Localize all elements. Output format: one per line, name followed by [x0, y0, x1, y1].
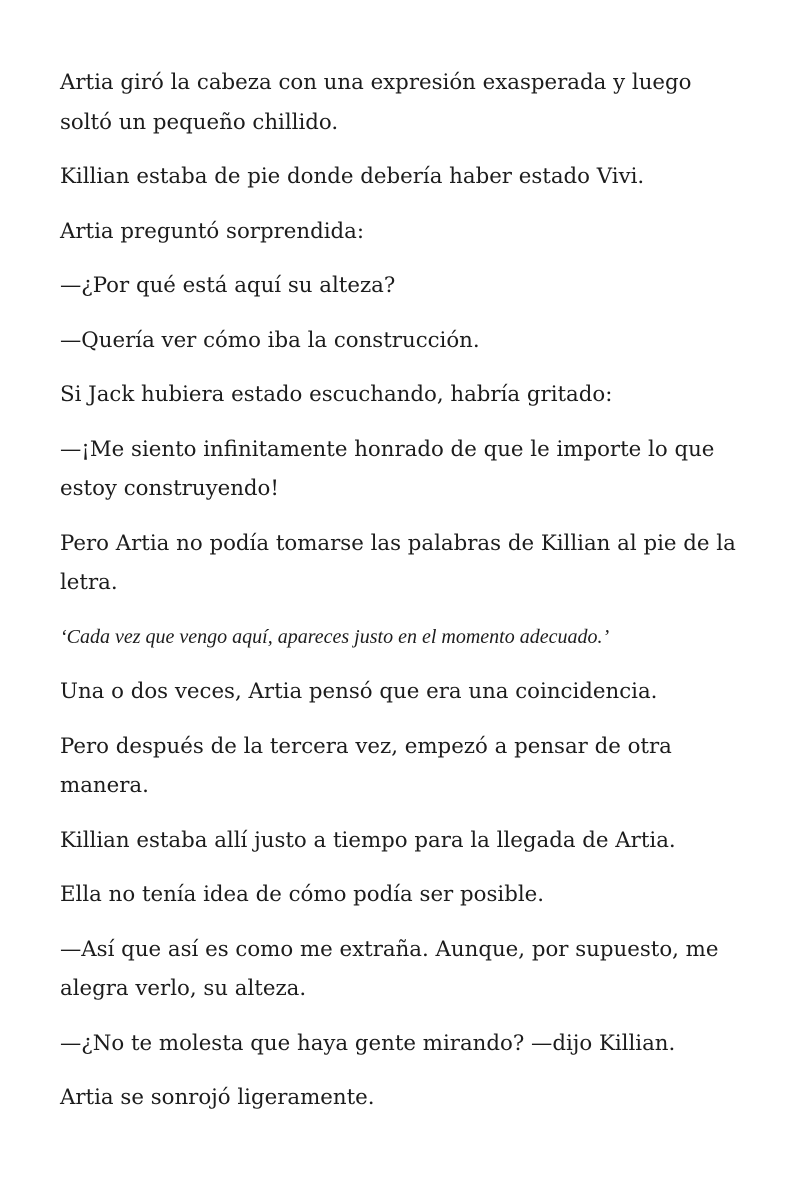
paragraph: Ella no tenía idea de cómo podía ser posible.	[60, 882, 545, 907]
paragraph: Artia se sonrojó ligeramente.	[60, 1085, 375, 1110]
paragraph: Artia giró la cabeza con una expresión exasperada y luego soltó un pequeño chillido.	[60, 70, 692, 135]
dialogue-line: —¡Me siento infinitamente honrado de que le importe lo que estoy construyendo!	[60, 436, 715, 501]
dialogue-line: —Así que así es como me extraña. Aunque, por supuesto, me alegra verlo, su alteza.	[60, 936, 719, 1001]
paragraph: Artia preguntó sorprendida:	[60, 218, 365, 244]
dialogue-line: —Quería ver cómo iba la construcción.	[60, 327, 480, 353]
dialogue-line: —¿Por qué está aquí su alteza?	[60, 273, 396, 298]
paragraph: Killian estaba de pie donde debería haber estado Vivi.	[60, 164, 645, 189]
paragraph: Killian estaba allí justo a tiempo para la llegada de Artia.	[60, 827, 676, 853]
dialogue-line: —¿No te molesta que haya gente mirando? —dijo Killian.	[60, 1030, 676, 1056]
inner-thought: ‘Cada vez que vengo aquí, apareces justo en el momento adecuado.’	[60, 625, 610, 648]
paragraph: Si Jack hubiera estado escuchando, habría gritado:	[60, 382, 613, 407]
paragraph: Pero después de la tercera vez, empezó a pensar de otra manera.	[60, 733, 672, 798]
paragraph: Una o dos veces, Artia pensó que era una coincidencia.	[60, 679, 658, 704]
paragraph: Pero Artia no podía tomarse las palabras de Killian al pie de la letra.	[60, 530, 736, 595]
